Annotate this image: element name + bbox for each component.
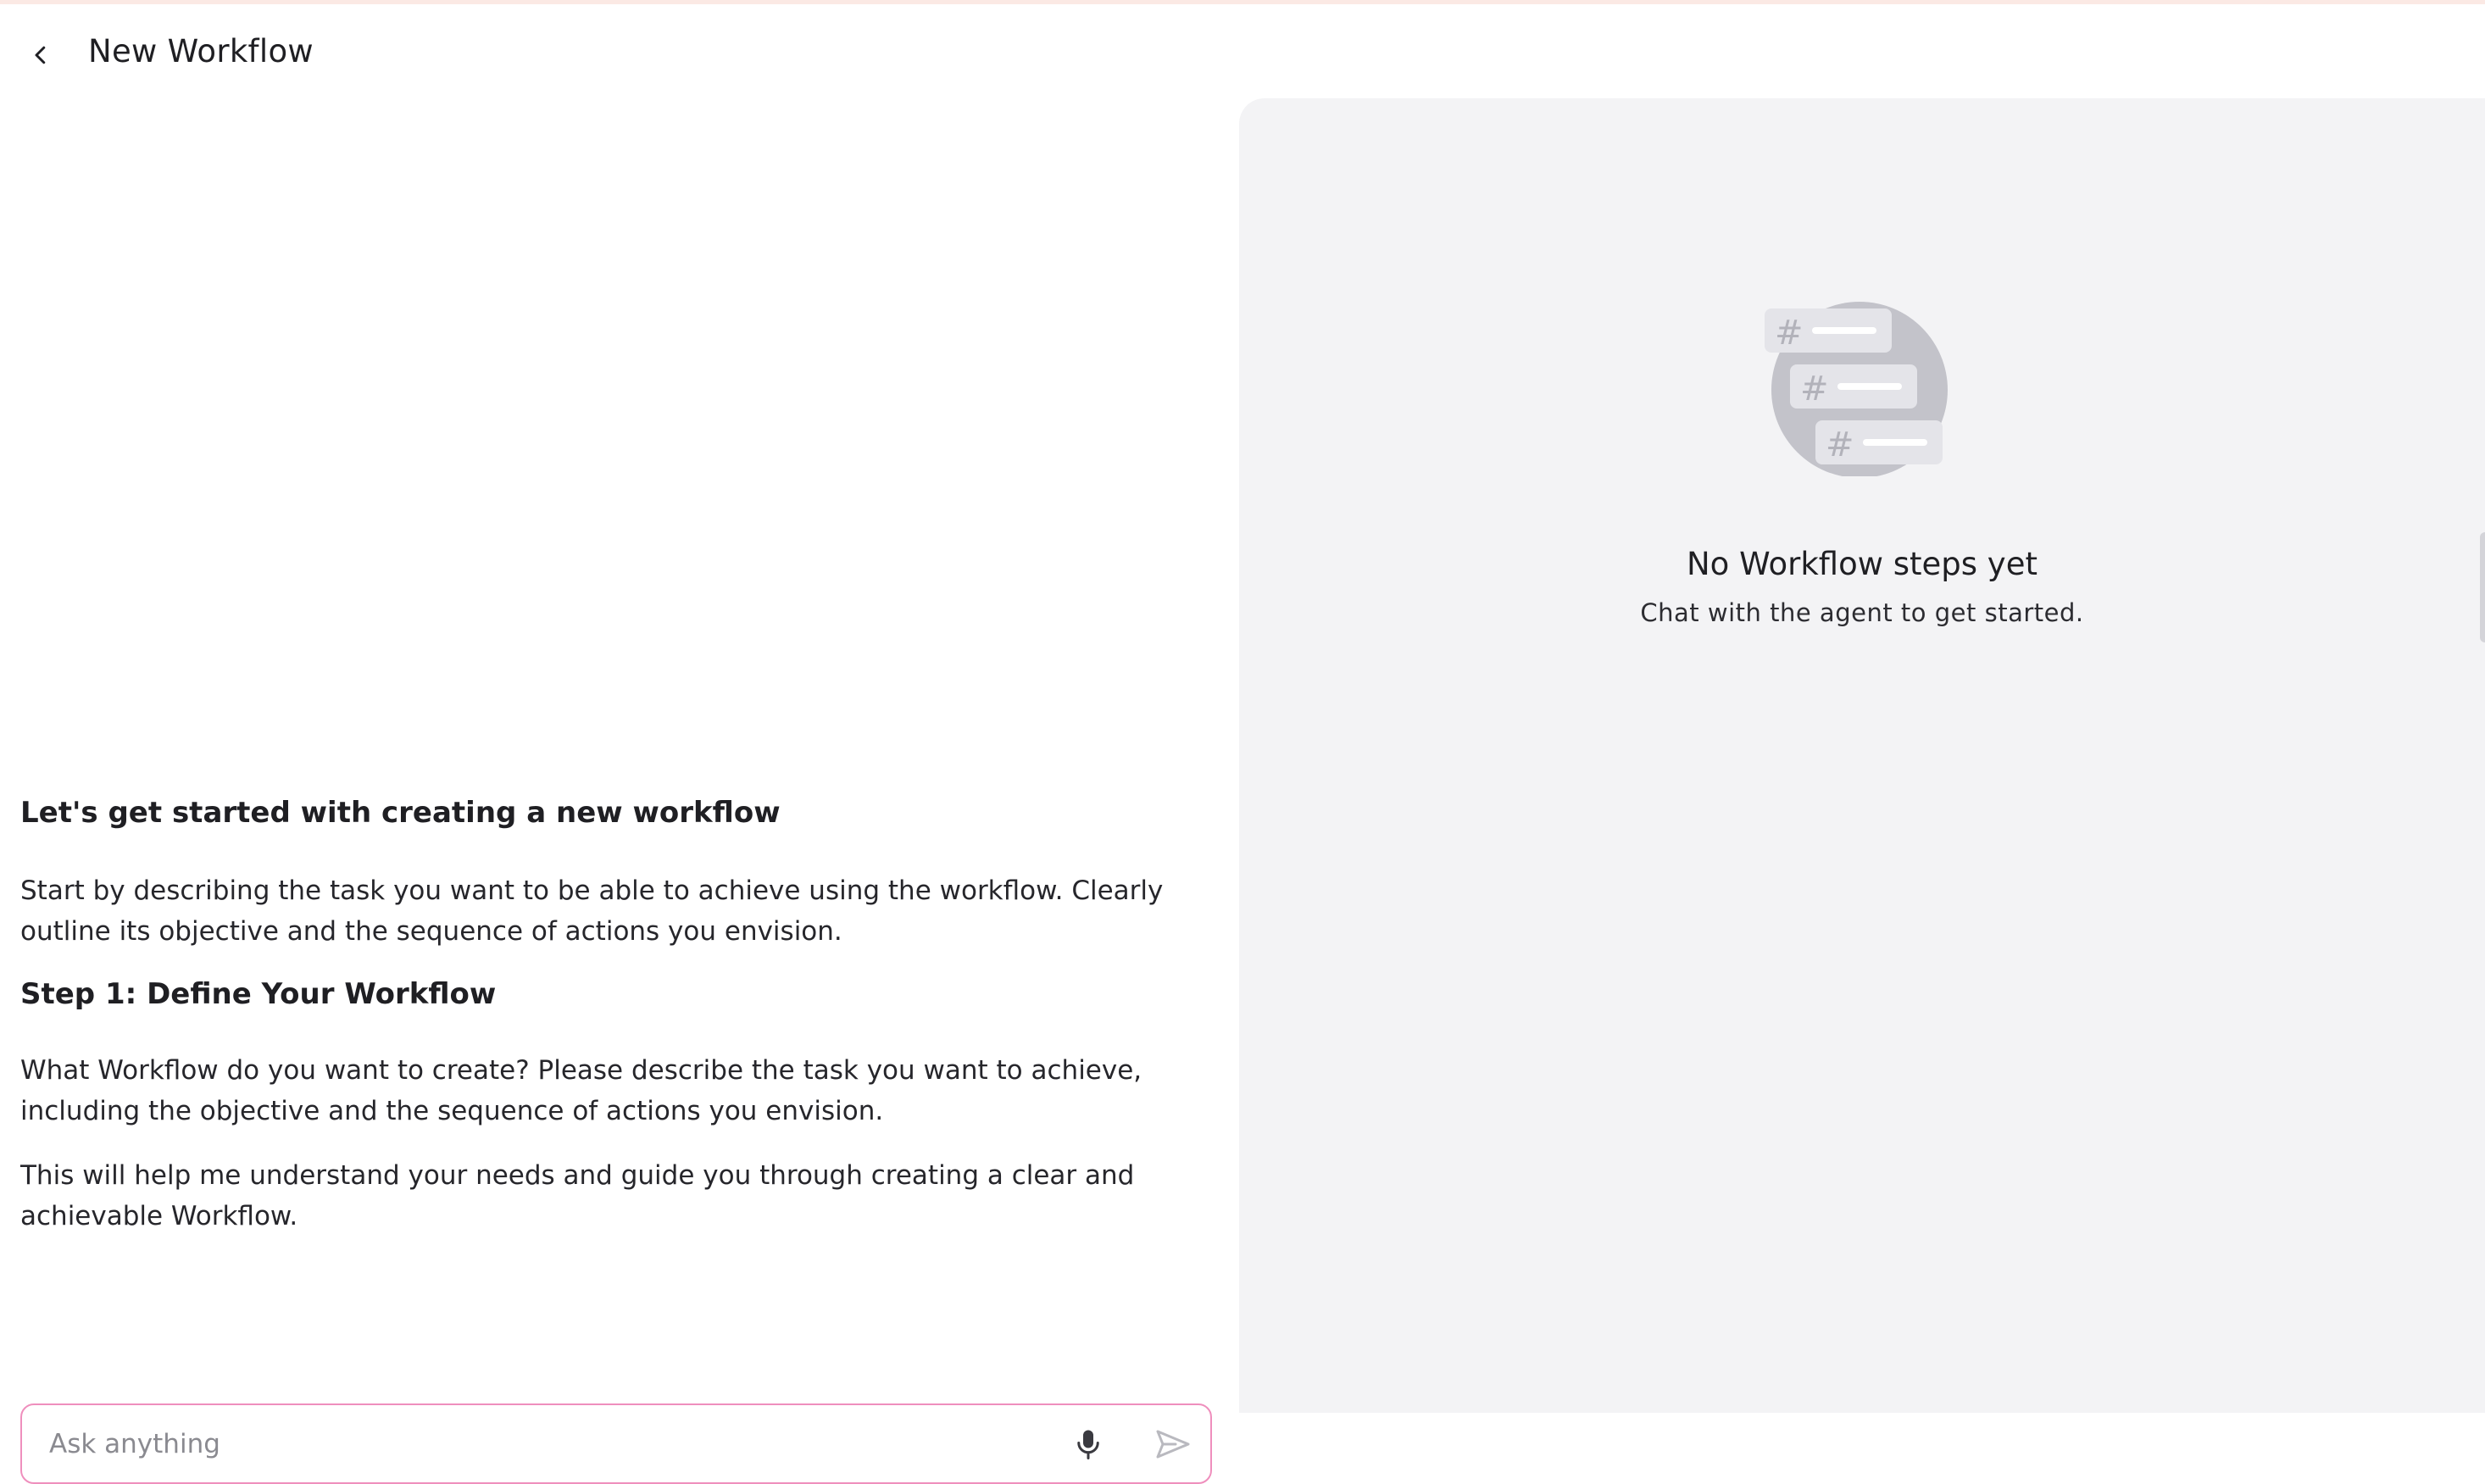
page-title: New Workflow [88,33,314,69]
page-header [0,4,2485,99]
step-text: What Workflow do you want to create? Please describe the task you want to achieve, including the objective and the sequence of actions you envision. [20,1055,1142,1126]
svg-text:#: # [1800,370,1829,409]
intro-text: Start by describing the task you want to be able to achieve using the workflow. Clearly outline its objective and the sequence of actions you envision. [20,875,1164,947]
empty-state-title: No Workflow steps yet [1687,546,2037,582]
agent-message [20,794,1190,1260]
chat-column [0,99,1239,1413]
workflow-steps-panel [1239,98,2485,1413]
empty-state-subtitle: Chat with the agent to get started. [1640,598,2084,627]
svg-text:#: # [1826,425,1854,464]
step-heading: Step 1: Define Your Workflow [20,977,497,1011]
microphone-icon [1073,1427,1104,1461]
ask-input[interactable] [47,1424,1031,1465]
send-icon [1155,1429,1191,1459]
microphone-button[interactable] [1066,1422,1110,1466]
intro-heading: Let's get started with creating a new workflow [20,796,781,830]
send-button[interactable] [1151,1422,1195,1466]
hashtag-list-illustration [1765,298,1951,476]
back-button[interactable] [20,35,61,75]
chat-composer [20,1403,1212,1484]
chevron-left-icon [28,42,53,68]
svg-text:#: # [1775,314,1804,353]
help-text: This will help me understand your needs and guide you through creating a clear and achievable Workflow. [20,1160,1135,1231]
panel-edge-handle[interactable] [2480,532,2485,642]
